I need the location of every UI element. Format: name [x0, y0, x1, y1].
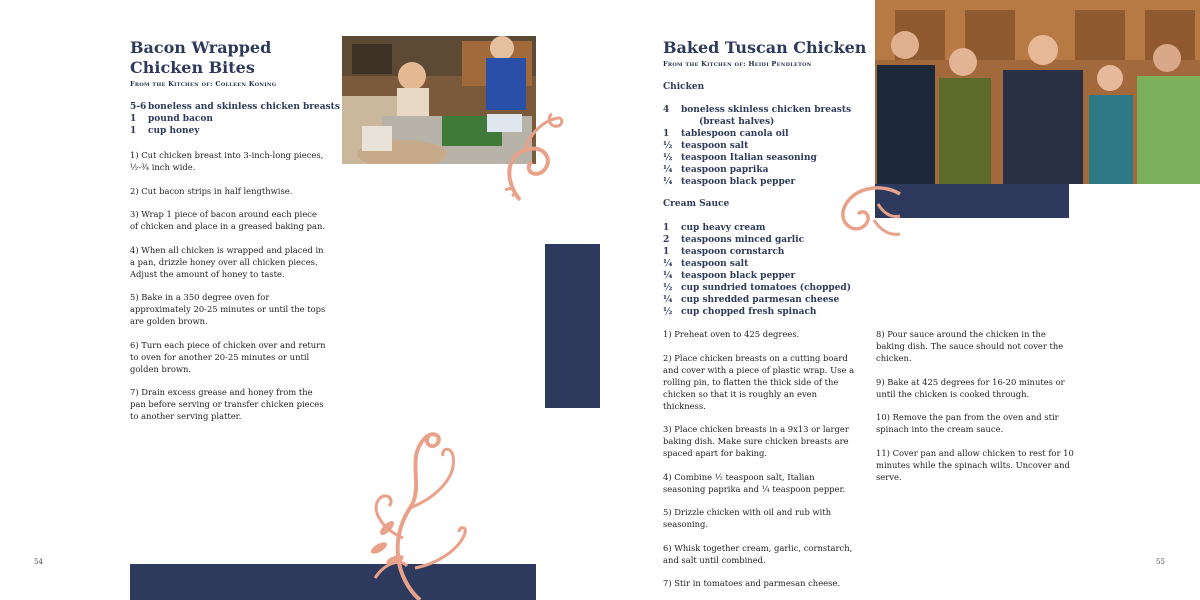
family-photo — [875, 0, 1200, 184]
instructions-column-2 — [876, 328, 1076, 494]
flourish-ornament — [834, 174, 904, 242]
ingredient-quantity: ½ — [663, 141, 673, 151]
section-heading-sauce: Cream Sauce — [663, 199, 730, 209]
instruction-step: 7) Drain excess grease and honey from the pan before serving or transfer chicken pieces to another serving platter. — [130, 387, 324, 421]
ingredient-name: teaspoon black pepper — [681, 177, 796, 187]
ingredient-name: teaspoon black pepper — [681, 271, 796, 281]
ingredient-item — [130, 101, 340, 113]
ingredient-quantity: 5-6 — [130, 102, 147, 112]
ingredient-name: cup chopped fresh spinach — [681, 307, 817, 317]
page-number: 54 — [34, 558, 43, 566]
page-number: 55 — [1156, 558, 1165, 566]
instruction-step: 3) Place chicken breasts in a 9x13 or larger baking dish. Make sure chicken breasts are spaced apart for baking. — [663, 424, 849, 458]
ingredient-name: pound bacon — [148, 114, 213, 124]
ingredient-quantity: ¼ — [663, 271, 673, 281]
instruction-step: 10) Remove the pan from the oven and stir spinach into the cream sauce. — [876, 412, 1059, 434]
recipe-author: From the Kitchen of: Colleen Koning — [130, 80, 277, 88]
instruction-step: 4) Combine ½ teaspoon salt, Italian seasoning paprika and ¼ teaspoon pepper. — [663, 471, 846, 494]
ingredient-name: cup heavy cream — [681, 223, 766, 233]
instruction-step: 2) Place chicken breasts on a cutting board and cover with a piece of plastic wrap. Use a rolling pin, to flatten the thick side of the chicken so that it is roughly an even thickness. — [663, 352, 855, 411]
ingredient-item — [663, 282, 851, 294]
instruction-step: 6) Turn each piece of chicken over and return to oven for another 20-25 minutes or until golden brown. — [130, 339, 326, 374]
ingredient-quantity: 1 — [130, 114, 137, 124]
instruction-step: 5) Bake in a 350 degree oven for approximately 20-25 minutes or until the tops are golden brown. — [130, 292, 326, 326]
title-line: Bacon Wrapped — [130, 38, 272, 57]
ingredient-item — [663, 246, 851, 258]
ingredient-quantity: 1 — [663, 223, 670, 233]
ingredient-item — [663, 176, 851, 188]
ingredient-item — [663, 164, 851, 176]
ingredient-name: cup shredded parmesan cheese — [681, 295, 840, 305]
ingredient-quantity: 1 — [663, 247, 670, 257]
ingredient-quantity: 2 — [663, 235, 670, 245]
ingredient-quantity: ¼ — [663, 165, 673, 175]
ingredient-item — [663, 294, 851, 306]
instruction-step: 3) Wrap 1 piece of bacon around each piece of chicken and place in a greased baking pan. — [130, 209, 326, 231]
ingredient-name: cup sundried tomatoes (chopped) — [681, 283, 851, 293]
navy-footer-bar — [130, 564, 536, 600]
instruction-step: 11) Cover pan and allow chicken to rest for 10 minutes while the spinach wilts. Uncover and serve. — [876, 447, 1074, 482]
instruction-step: 1) Preheat oven to 425 degrees. — [663, 329, 800, 339]
ingredient-list — [130, 101, 340, 137]
recipe-author: From the Kitchen of: Heidi Pendleton — [663, 60, 812, 68]
ingredient-name: teaspoon salt — [681, 259, 749, 269]
instruction-step: 6) Whisk together cream, garlic, cornstarch, and salt until combined. — [663, 542, 853, 565]
ingredient-name: teaspoon salt — [681, 141, 749, 151]
ingredient-item — [130, 113, 340, 125]
ingredient-name: boneless skinless chicken breasts — [681, 105, 852, 115]
ingredient-name: teaspoon cornstarch — [681, 247, 785, 257]
ingredient-item — [663, 222, 851, 234]
ingredient-list-sauce — [663, 222, 851, 318]
navy-accent-bar — [875, 183, 1069, 218]
ingredient-quantity: 4 — [663, 105, 670, 115]
ingredient-name: teaspoons minced garlic — [681, 235, 805, 245]
ingredient-item — [663, 234, 851, 246]
ingredient-name: cup honey — [148, 126, 200, 136]
recipe-title — [130, 38, 271, 78]
flourish-ornament — [365, 428, 475, 600]
ingredient-name: boneless and skinless chicken breasts — [148, 102, 340, 112]
instruction-step: 5) Drizzle chicken with oil and rub with seasoning. — [663, 507, 832, 529]
ingredient-item — [663, 152, 851, 164]
ingredient-quantity: ¼ — [663, 259, 673, 269]
ingredient-quantity: 1 — [663, 129, 670, 139]
recipe-title: Baked Tuscan Chicken — [663, 38, 867, 57]
flourish-ornament — [500, 112, 570, 202]
ingredient-quantity: 1 — [130, 126, 137, 136]
title-line: Chicken Bites — [130, 58, 255, 77]
instruction-step: 2) Cut bacon strips in half lengthwise. — [130, 185, 293, 196]
instruction-step: 7) Stir in tomatoes and parmesan cheese. — [663, 578, 841, 588]
ingredient-name: teaspoon Italian seasoning — [681, 153, 817, 163]
ingredient-quantity: ¼ — [663, 295, 673, 305]
ingredient-item — [663, 258, 851, 270]
ingredient-item — [663, 270, 851, 282]
instructions — [130, 149, 326, 434]
ingredient-quantity: ½ — [663, 307, 673, 317]
ingredient-item — [663, 104, 851, 116]
ingredient-item — [663, 140, 851, 152]
navy-accent-bar — [545, 244, 600, 408]
instruction-step: 9) Bake at 425 degrees for 16-20 minutes or until the chicken is cooked through. — [876, 376, 1065, 399]
ingredient-name: tablespoon canola oil — [681, 129, 789, 139]
ingredient-note: (breast halves) — [699, 117, 775, 127]
instruction-step: 1) Cut chicken breast into 3-inch-long pieces, ½-¾ inch wide. — [130, 150, 324, 172]
ingredient-item — [663, 128, 851, 140]
right-page — [600, 0, 1200, 600]
instruction-step: 4) When all chicken is wrapped and placed in a pan, drizzle honey over all chicken pieces. Adjust the amount of honey to taste. — [130, 244, 324, 279]
ingredient-item — [663, 306, 851, 318]
ingredient-quantity: ½ — [663, 153, 673, 163]
ingredient-name: teaspoon paprika — [681, 165, 769, 175]
ingredient-list-chicken — [663, 104, 851, 188]
instruction-step: 8) Pour sauce around the chicken in the baking dish. The sauce should not cover the chicken. — [876, 329, 1064, 363]
section-heading-chicken: Chicken — [663, 82, 705, 92]
ingredient-quantity: ¼ — [663, 177, 673, 187]
instructions-column-1 — [663, 328, 859, 600]
ingredient-item — [130, 125, 340, 137]
ingredient-quantity: ½ — [663, 283, 673, 293]
